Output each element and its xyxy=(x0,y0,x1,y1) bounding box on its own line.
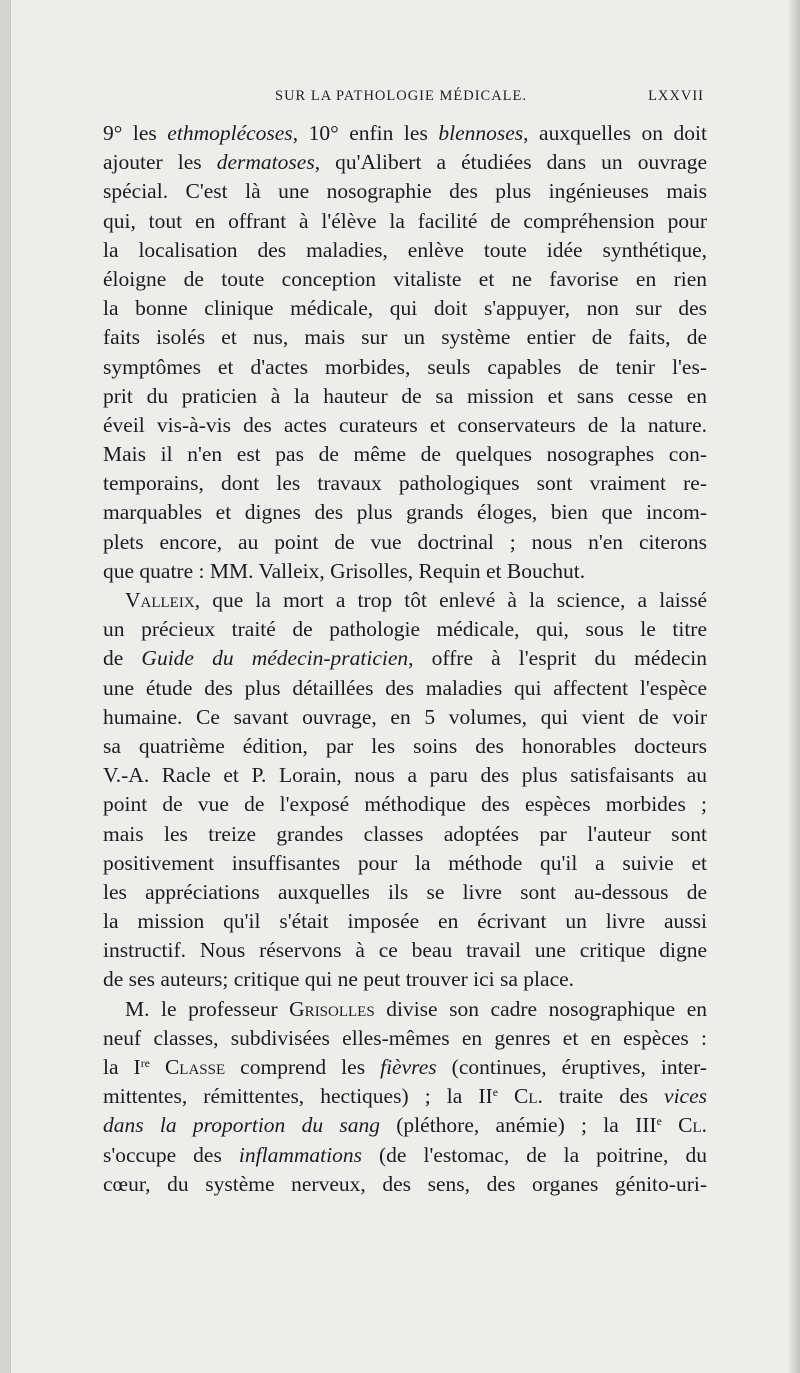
text-line: positivement insuffisantes pour la méthode qu'il a suivie et xyxy=(103,850,707,875)
text-line: humaine. Ce savant ouvrage, en 5 volumes, qui vient de voir xyxy=(103,704,707,729)
text-line: de Guide du médecin-praticien, offre à l'esprit du médecin xyxy=(103,646,707,671)
text-line: éloigne de toute conception vitaliste et ne favorise en rien xyxy=(103,266,707,291)
text-line: Valleix, que la mort a trop tôt enlevé à la science, a laissé xyxy=(125,588,707,612)
text-line: prit du praticien à la hauteur de sa mission et sans cesse en xyxy=(103,383,707,408)
running-head xyxy=(98,88,710,110)
text-line: mais les treize grandes classes adoptées par l'auteur sont xyxy=(103,821,707,846)
text-line: Mais il n'en est pas de même de quelques nosographes con- xyxy=(103,442,707,467)
text-line: un précieux traité de pathologie médicale, qui, sous le titre xyxy=(103,617,707,642)
text-line: de ses auteurs; critique qui ne peut trouver ici sa place. xyxy=(103,967,575,992)
text-line: la localisation des maladies, enlève toute idée synthétique, xyxy=(103,237,707,262)
text-line: ajouter les dermatoses, qu'Alibert a étudiées dans un ouvrage xyxy=(103,150,707,175)
body-text xyxy=(103,119,707,1199)
text-line: la Ire Classe comprend les fièvres (continues, éruptives, inter- xyxy=(103,1055,707,1079)
text-line: la mission qu'il s'était imposée en écrivant un livre aussi xyxy=(103,909,707,934)
text-line: symptômes et d'actes morbides, seuls capables de tenir l'es- xyxy=(103,354,707,379)
page-edge-shadow xyxy=(789,0,800,1373)
text-line: une étude des plus détaillées des maladies qui affectent l'espèce xyxy=(103,675,707,700)
text-line: instructif. Nous réservons à ce beau travail une critique digne xyxy=(103,938,707,963)
text-line: sa quatrième édition, par les soins des honorables docteurs xyxy=(103,733,707,758)
text-line: les appréciations auxquelles ils se livre sont au-dessous de xyxy=(103,879,707,904)
text-line: 9° les ethmoplécoses, 10° enfin les blennoses, auxquelles on doit xyxy=(103,121,707,145)
text-line: qui, tout en offrant à l'élève la facilité de compréhension pour xyxy=(103,208,707,233)
text-line: que quatre : MM. Valleix, Grisolles, Requin et Bouchut. xyxy=(103,558,586,583)
text-line: la bonne clinique médicale, qui doit s'appuyer, non sur des xyxy=(103,296,707,321)
text-line: V.-A. Racle et P. Lorain, nous a paru des plus satisfaisants au xyxy=(103,763,707,788)
text-line: temporains, dont les travaux pathologiques sont vraiment re- xyxy=(103,471,707,496)
running-head-title: SUR LA PATHOLOGIE MÉDICALE. xyxy=(275,88,528,104)
text-line: s'occupe des inflammations (de l'estomac, de la poitrine, du xyxy=(103,1142,707,1167)
text-line: marquables et dignes des plus grands éloges, bien que incom- xyxy=(103,500,707,525)
text-line: spécial. C'est là une nosographie des plus ingénieuses mais xyxy=(103,179,707,204)
text-line: mittentes, rémittentes, hectiques) ; la IIe Cl. traite des vices xyxy=(103,1084,707,1109)
text-line: point de vue de l'exposé méthodique des espèces morbides ; xyxy=(103,792,707,817)
text-line: dans la proportion du sang (pléthore, anémie) ; la IIIe Cl. xyxy=(103,1113,708,1138)
text-line: neuf classes, subdivisées elles-mêmes en genres et en espèces : xyxy=(103,1025,707,1050)
page-number: LXXVII xyxy=(648,88,704,104)
text-line: M. le professeur Grisolles divise son cadre nosographique en xyxy=(125,996,707,1021)
text-line: cœur, du système nerveux, des sens, des organes génito-uri- xyxy=(103,1171,707,1196)
text-line: éveil vis-à-vis des actes curateurs et conservateurs de la nature. xyxy=(103,412,707,437)
text-line: faits isolés et nus, mais sur un système entier de faits, de xyxy=(103,325,707,350)
text-line: plets encore, au point de vue doctrinal ; nous n'en citerons xyxy=(103,529,707,554)
